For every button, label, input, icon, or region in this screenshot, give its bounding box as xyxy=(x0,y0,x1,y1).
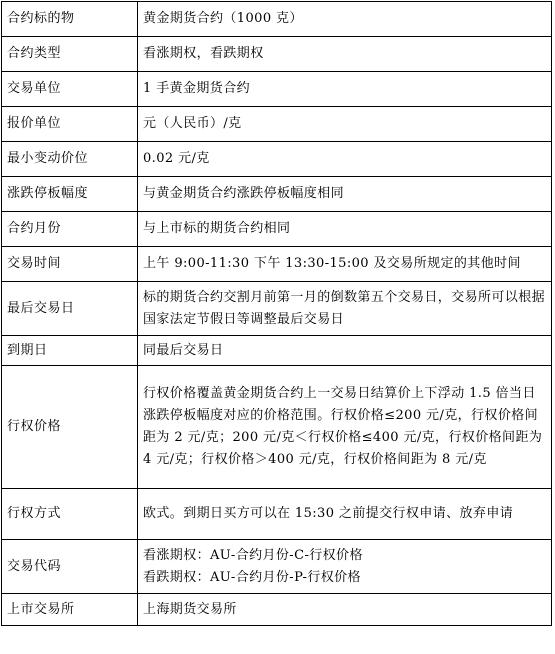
table-row xyxy=(2,212,552,247)
contract-spec-table xyxy=(1,1,552,626)
row-value: 与黄金期货合约涨跌停板幅度相同 xyxy=(138,177,552,212)
row-label: 行权方式 xyxy=(2,489,138,540)
table-row xyxy=(2,594,552,626)
row-value xyxy=(138,540,552,594)
row-value: 上海期货交易所 xyxy=(138,594,552,626)
row-value: 与上市标的期货合约相同 xyxy=(138,212,552,247)
row-label: 合约月份 xyxy=(2,212,138,247)
row-label: 最小变动价位 xyxy=(2,142,138,177)
table-row xyxy=(2,282,552,336)
table-row xyxy=(2,2,552,37)
table-row xyxy=(2,72,552,107)
row-value: 标的期货合约交割月前第一月的倒数第五个交易日，交易所可以根据国家法定节假日等调整最后交易日 xyxy=(138,282,552,336)
row-label: 上市交易所 xyxy=(2,594,138,626)
row-value: 黄金期货合约（1000 克） xyxy=(138,2,552,37)
row-label: 合约类型 xyxy=(2,37,138,72)
row-label: 报价单位 xyxy=(2,107,138,142)
row-value: 看涨期权，看跌期权 xyxy=(138,37,552,72)
row-label: 交易时间 xyxy=(2,247,138,282)
row-label: 合约标的物 xyxy=(2,2,138,37)
table-row xyxy=(2,142,552,177)
row-value: 行权价格覆盖黄金期货合约上一交易日结算价上下浮动 1.5 倍当日涨跌停板幅度对应的价格范围。行权价格≤200 元/克，行权价格间距为 2 元/克；200 元/克＜行权价格≤400 元/克，行权价格间距为 4 元/克；行权价格＞400 元/克，行权价格间距为 8 元/克 xyxy=(138,366,552,489)
table-row xyxy=(2,107,552,142)
row-label: 最后交易日 xyxy=(2,282,138,336)
table-row xyxy=(2,247,552,282)
table-row xyxy=(2,366,552,489)
row-label: 行权价格 xyxy=(2,366,138,489)
row-label: 涨跌停板幅度 xyxy=(2,177,138,212)
row-value: 同最后交易日 xyxy=(138,336,552,366)
row-value: 欧式。到期日买方可以在 15:30 之前提交行权申请、放弃申请 xyxy=(138,489,552,540)
row-value: 1 手黄金期货合约 xyxy=(138,72,552,107)
row-label: 交易单位 xyxy=(2,72,138,107)
trading-code-line: 看涨期权：AU-合约月份-C-行权价格 xyxy=(143,547,363,563)
row-value: 0.02 元/克 xyxy=(138,142,552,177)
row-value: 上午 9:00-11:30 下午 13:30-15:00 及交易所规定的其他时间 xyxy=(138,247,552,282)
trading-code-line: 看跌期权：AU-合约月份-P-行权价格 xyxy=(143,569,361,585)
row-value: 元（人民币）/克 xyxy=(138,107,552,142)
table-row xyxy=(2,177,552,212)
row-label: 到期日 xyxy=(2,336,138,366)
table-row xyxy=(2,336,552,366)
table-row xyxy=(2,37,552,72)
table-row xyxy=(2,540,552,594)
row-label: 交易代码 xyxy=(2,540,138,594)
table-row xyxy=(2,489,552,540)
